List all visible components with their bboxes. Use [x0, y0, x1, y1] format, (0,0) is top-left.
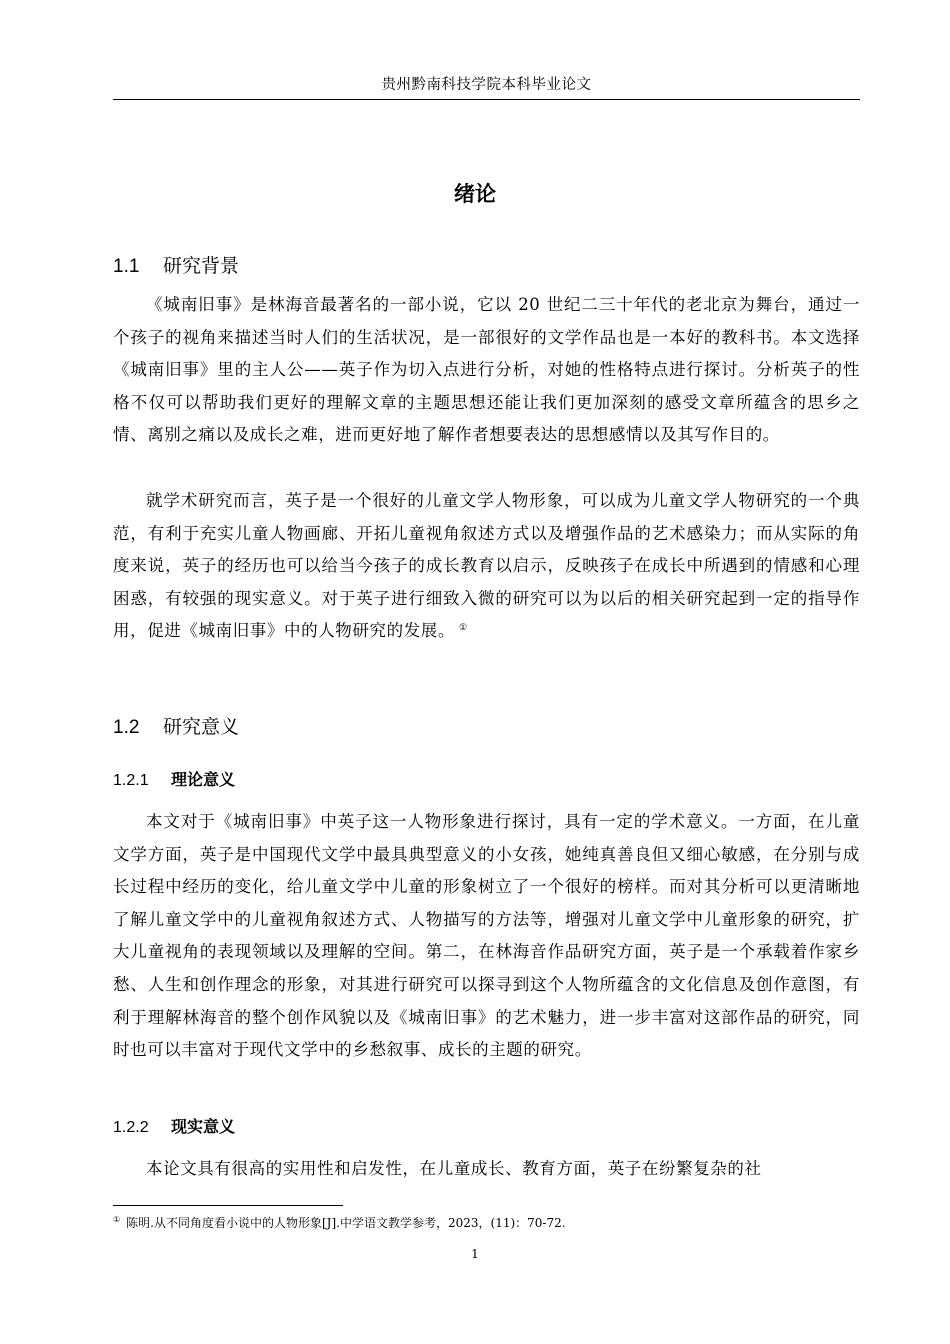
- footnote-reference[interactable]: ①: [459, 622, 468, 633]
- section-title: 研究背景: [163, 255, 240, 277]
- subsection-heading-1-2-1: [113, 768, 235, 793]
- section-title: 研究意义: [163, 716, 240, 738]
- section-heading-1-1: [113, 252, 239, 281]
- subsection-number: 1.2.1: [113, 772, 149, 789]
- footnote: [113, 1213, 860, 1233]
- section-heading-1-2: [113, 713, 239, 742]
- page-number: 1: [471, 1247, 479, 1261]
- background-paragraph-2: [113, 485, 860, 648]
- section-number: 1.2: [113, 717, 140, 738]
- footnote-text: 陈明.从不同角度看小说中的人物形象[J].中学语文教学参考，2023，(11)：70-72.: [126, 1216, 566, 1230]
- background-paragraph-1: 《城南旧事》是林海音最著名的一部小说，它以 20 世纪二三十年代的老北京为舞台，通过一个孩子的视角来描述当时人们的生活状况，是一部很好的文学作品也是一本好的教科书。本文选择《城南旧事》里的主人公——英子作为切入点进行分析，对她的性格特点进行探讨。分析英子的性格不仅可以帮助我们更好的理解文章的主题思想还能让我们更加深刻的感受文章所蕴含的思乡之情、离别之痛以及成长之难，进而更好地了解作者想要表达的思想感情以及其写作目的。: [113, 295, 860, 445]
- page-header: [113, 72, 860, 100]
- background-paragraph-2-text: 就学术研究而言，英子是一个很好的儿童文学人物形象，可以成为儿童文学人物研究的一个典范，有利于充实儿童人物画廊、开拓儿童视角叙述方式以及增强作品的艺术感染力；而从实际的角度来说，英子的经历也可以给当今孩子的成长教育以启示，反映孩子在成长中所遇到的情感和心理困惑，有较强的现实意义。对于英子进行细致入微的研究可以为以后的相关研究起到一定的指导作用，促进《城南旧事》中的人物研究的发展。: [113, 491, 860, 641]
- theory-paragraph: 本文对于《城南旧事》中英子这一人物形象进行探讨，具有一定的学术意义。一方面，在儿童文学方面，英子是中国现代文学中最具典型意义的小女孩，她纯真善良但又细心敏感，在分别与成长过程中经历的变化，给儿童文学中儿童的形象树立了一个很好的榜样。而对其分析可以更清晰地了解儿童文学中的儿童视角叙述方式、人物描写的方法等，增强对儿童文学中儿童形象的研究，扩大儿童视角的表现领域以及理解的空间。第二，在林海音作品研究方面，英子是一个承载着作家乡愁、人生和创作理念的形象，对其进行研究可以探寻到这个人物所蕴含的文化信息及创作意图，有利于理解林海音的整个创作风貌以及《城南旧事》的艺术魅力，进一步丰富对这部作品的研究，同时也可以丰富对于现代文学中的乡愁叙事、成长的主题的研究。: [113, 812, 860, 1060]
- section-number: 1.1: [113, 256, 140, 277]
- subsection-heading-1-2-2: [113, 1115, 235, 1140]
- subsection-number: 1.2.2: [113, 1119, 149, 1136]
- footnote-mark: ①: [113, 1215, 121, 1224]
- chapter-title: 绪论: [454, 182, 496, 206]
- subsection-title: 现实意义: [171, 1117, 236, 1136]
- header-text: 贵州黔南科技学院本科毕业论文: [381, 77, 592, 93]
- subsection-title: 理论意义: [171, 770, 236, 789]
- practical-paragraph: 本论文具有很高的实用性和启发性，在儿童成长、教育方面，英子在纷繁复杂的社: [146, 1159, 762, 1178]
- footnote-divider: [113, 1205, 343, 1206]
